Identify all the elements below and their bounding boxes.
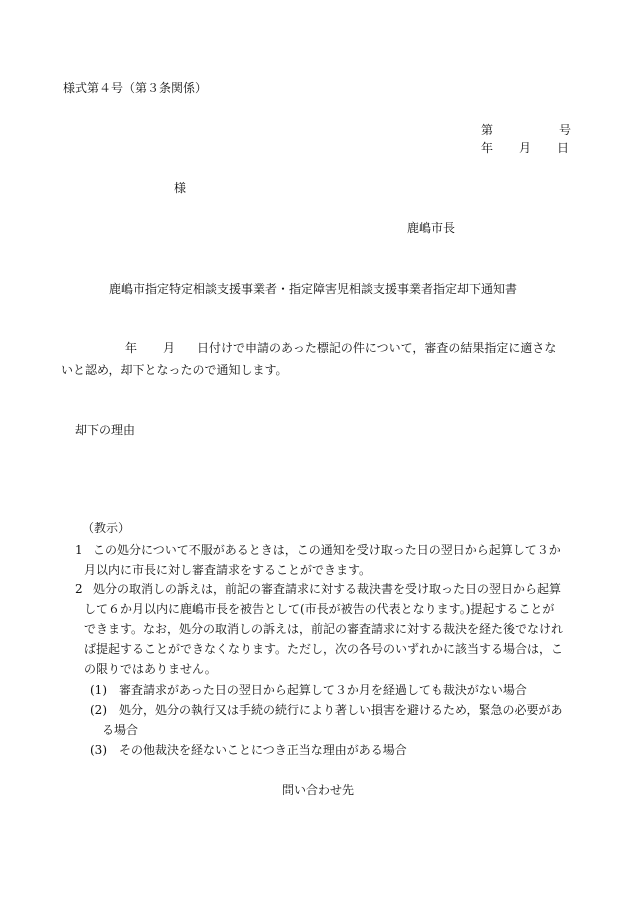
notice-sub-2-line-1: 処分，処分の執行又は手続の続行により著しい損害を避けるため，緊急の必要があ — [119, 703, 563, 717]
notice-item-1-line-2: 月以内に市長に対し審査請求をすることができます。 — [84, 563, 372, 577]
body-line-2: いと認め，却下となったので通知します。 — [61, 363, 288, 377]
document-date — [481, 141, 570, 155]
notice-item-2-number: 2 — [75, 582, 83, 596]
notice-sub-3-number: (3) — [90, 743, 107, 757]
body-month: 月 — [163, 341, 176, 355]
notice-sub-3 — [90, 744, 407, 756]
reason-heading: 却下の理由 — [75, 423, 136, 437]
contact-heading: 問い合わせ先 — [282, 783, 355, 797]
body-line-1 — [125, 341, 557, 355]
notice-item-2-line-2: して６か月以内に鹿嶋市長を被告として(市長が被告の代表となります。)提起することが — [84, 602, 555, 616]
notice-sub-2-number: (2) — [90, 703, 107, 717]
notice-heading: （教示） — [82, 521, 131, 535]
notice-sub-2-line-2: る場合 — [102, 723, 139, 737]
date-year: 年 — [481, 141, 494, 155]
date-month: 月 — [519, 141, 532, 155]
date-day: 日 — [557, 141, 570, 155]
notice-item-2-line-3: できます。なお，処分の取消しの訴えは，前記の審査請求に対する裁決を経た後でなけれ — [84, 622, 564, 636]
recipient-suffix: 様 — [174, 181, 187, 195]
body-rest: 日付けで申請のあった標記の件について，審査の結果指定に適さな — [197, 341, 557, 355]
notice-item-1-number: 1 — [75, 543, 83, 557]
body-year: 年 — [125, 341, 138, 355]
document-number-prefix: 第 — [481, 123, 494, 137]
notice-item-2-line-5: の限りではありません。 — [84, 662, 217, 676]
document-number-suffix: 号 — [559, 123, 572, 137]
sender-name: 鹿嶋市長 — [407, 221, 456, 235]
document-title: 鹿嶋市指定特定相談支援事業者・指定障害児相談支援事業者指定却下通知書 — [109, 282, 518, 296]
notice-item-2-line-1: 処分の取消しの訴えは，前記の審査請求に対する裁決書を受け取った日の翌日から起算 — [93, 582, 562, 596]
document-number — [481, 123, 572, 137]
notice-item-2-line-4: ば提起することができなくなります。ただし，次の各号のいずれかに該当する場合は，こ — [84, 642, 564, 656]
notice-item-1-line-1: この処分について不服があるときは，この通知を受け取った日の翌日から起算して３か — [93, 543, 561, 557]
notice-sub-1 — [90, 684, 527, 696]
form-label: 様式第４号（第３条関係） — [63, 81, 208, 95]
notice-sub-1-number: (1) — [90, 683, 107, 697]
notice-sub-3-text: その他裁決を経ないことにつき正当な理由がある場合 — [119, 743, 407, 757]
notice-sub-1-text: 審査請求があった日の翌日から起算して３か月を経過しても裁決がない場合 — [119, 683, 527, 697]
